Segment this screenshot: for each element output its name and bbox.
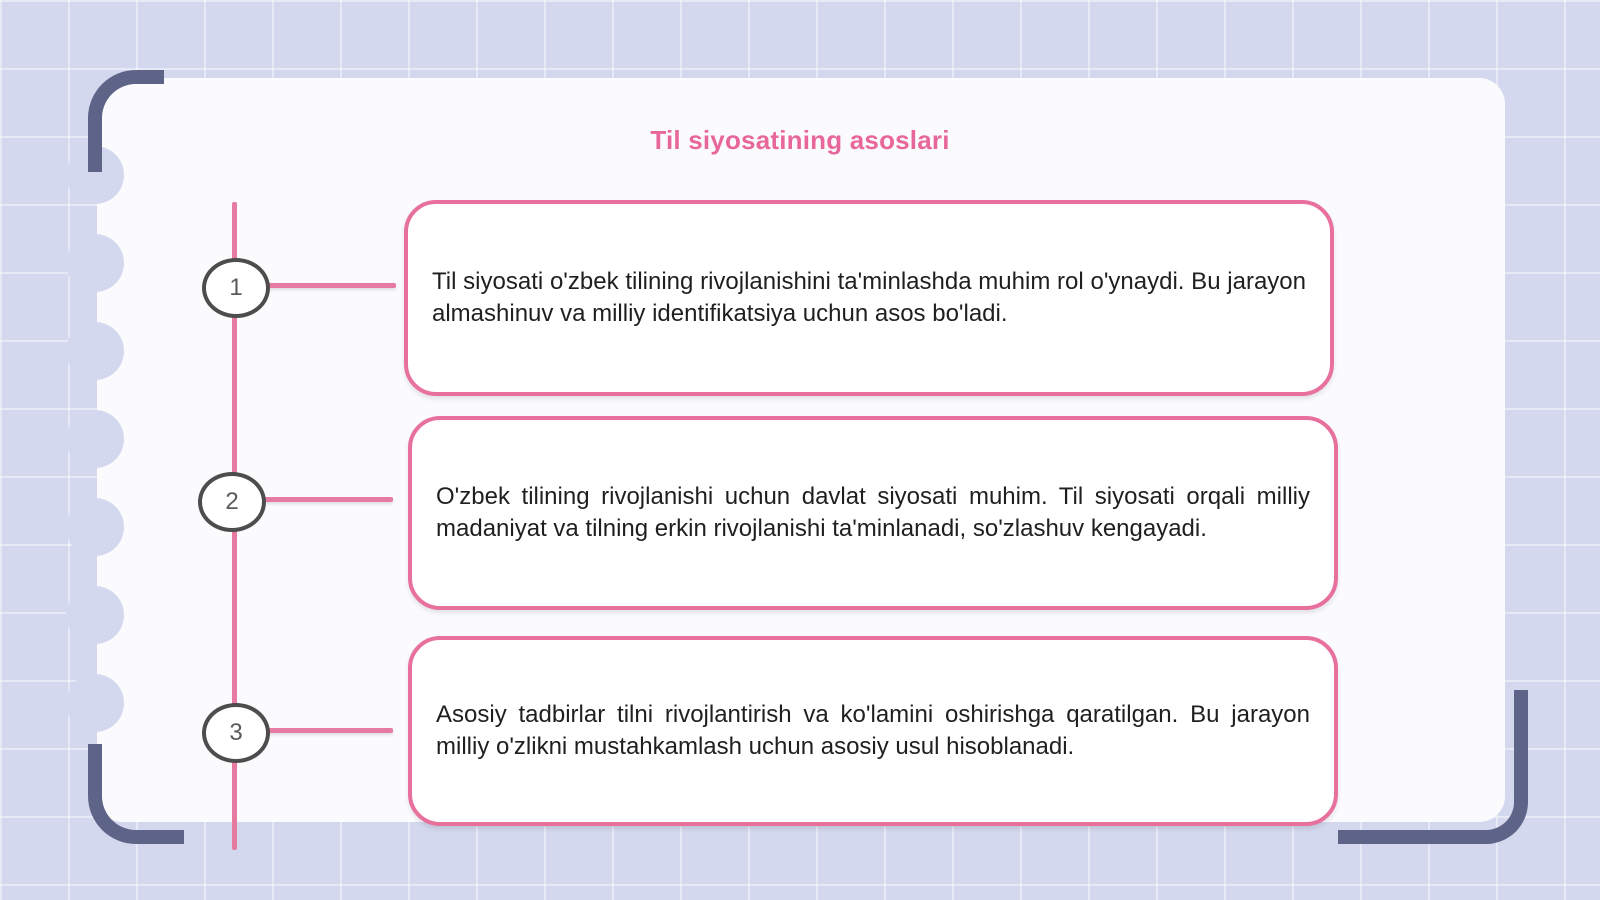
step-card-text: O'zbek tilining rivojlanishi uchun davlat siyosati muhim. Til siyosati orqali milliy madaniyat va tilning erkin rivojlanishi ta'minlanadi, so'zlashuv kengayadi. [436, 483, 1310, 542]
step-number-badge: 2 [198, 472, 266, 532]
step-number-badge: 1 [202, 258, 270, 318]
timeline-connector [266, 283, 396, 288]
binder-notch [66, 586, 124, 644]
step-card [408, 636, 1338, 826]
timeline-connector [266, 728, 393, 733]
binder-notch [66, 498, 124, 556]
binder-notch [66, 410, 124, 468]
binder-notch [66, 674, 124, 732]
binder-notch [66, 322, 124, 380]
binder-notch [66, 234, 124, 292]
step-card [408, 416, 1338, 610]
timeline-connector [263, 497, 393, 502]
step-card [404, 200, 1334, 396]
step-number-badge: 3 [202, 703, 270, 763]
frame-corner-bottom-right [1338, 690, 1528, 844]
frame-corner-bottom-left [88, 744, 184, 844]
step-card-text: Til siyosati o'zbek tilining rivojlanishini ta'minlashda muhim rol o'ynaydi. Bu jarayon almashinuv va milliy identifikatsiya uchun asos bo'ladi. [432, 268, 1306, 327]
slide-title: Til siyosatining asoslari [650, 125, 950, 155]
step-card-text: Asosiy tadbirlar tilni rivojlantirish va ko'lamini oshirishga qaratilgan. Bu jarayon milliy o'zlikni mustahkamlash uchun asosiy usul hisoblanadi. [436, 701, 1310, 760]
